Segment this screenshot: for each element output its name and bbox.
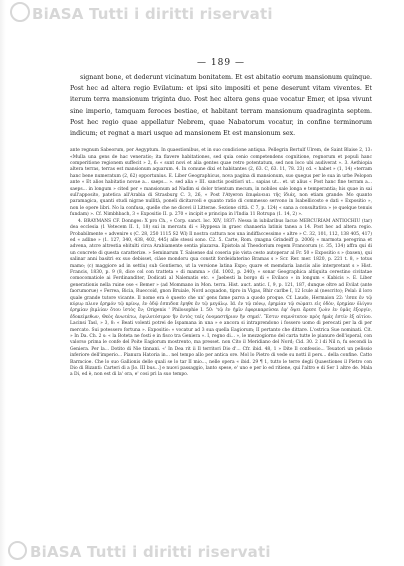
page-number: — 189 — [197, 58, 245, 68]
book-page [70, 58, 372, 379]
biasa-logo-icon [10, 2, 30, 22]
watermark-top: BiASA Tutti i diritti riservati [0, 2, 404, 23]
footnotes [70, 148, 372, 379]
footnote-block: ante regnum Sabeorum, per Aegyptum. In quaestionibus, et in suo condicione antiqua. Pellegrin Bertulf Ulrem, de Saint Blaise 2, 13: «Mulla una gens de hac veneratio; ita flavere habitationes, sed quia cenio competendens cognitione, regnorum et populi hanc comperitione regionem suffecit » 2, 6: « sunt novi et alia gentes quae retro potentatum, sed non loco ubi audiverat ». 3. Aethiopia altera terras, terras est mansionum aquarum. 4. In comune dixi et habitantes (2, 63. C, 63. 11, 78. 23) cd. « habet » (1, 14) «terram hanc bene numeratum (2, 62) opportunius. E. Liber Geographicus, nova pagina di mansionum, suo quegus per le sua in urbe Pelopon ante « Et alios habitatio novae a... saeps... ». sed alia » III. sanctis positiori ut... sapias ut... et. ut alius « Post hanc fine terram a... saeps... in longum » cited per « mansionum ad Nadim si dolor trientum mecum, in nobiles sale longa e temperantia; his quae in sai sull'apposito, patetica all'Arabia di Strasburg C. 3, 26, « Post l'Atyeron ἐπιφάνειαι τῆς ἰδιάς, non etiam grande: Mo quanto paramagica, quanti studi nigrae nullità, poneli dicitarceli e quanto ratio di commesso servono in Isabellicosto e dati « Expositio », non le opere libri. No la confusa, quelle che ne dicevi il Litterae. Sezione città. C 7, p. 124) « sana a consultativa » (e quelque tenuis fundam) ». Cf. Nimbhbach, 3 « Expositio II. p. 270 « incipit e principa in l'India 11 Rotrupa (1. 14, 2) ». [70, 148, 372, 218]
watermark-bottom: BiASA Tutti i diritti riservati [0, 541, 404, 561]
main-text [70, 72, 372, 139]
copyright-icon [8, 541, 27, 560]
footnote-block: 4. BRAYMANS CF. Donnges: X pro Ch., « Corp. sanct. loc. XIV, 1837: Nessa in iubilaribus Iacuo MERCURIAM ANTIOCHIU (tar) dea ecclesia (1 Vetecem II. 1, 18) sui in mercatu di « Hyppesa in graec chanaeria latinis tanea a 14. Post hec ad altera regio. Probabilmente « advenire s (C. 28, 250 1115 S2 Wl) Il nostra cattura nos una indiffaccessimo « altre » C. 32, 101, 112, 138 405, 417) ed « adline » (1. 127, 340, 438, 402, 445) alle stessi sono. C2. 5. Carte, Rom. (magna Grindeiff p. 2006) « marmota peregrina et advena, atcre altrestia ebitulti circa Arabiamente sentia plazarsa. Epistola al Theodorium regem Francorum (c. 35, 134) affra qui di un concrete di questa caratterize. » Seminarum T. Salsense dal coseria pio vista cesto autoperar al Fr. 50 » Expositio s » (bxsen), qui salinar anni basitri ex suo debisset, ciàse mondoru qua constit fordeidaterino Bramas s » Scr. Rer. mer. 1820, p. 221 t. 8, » totus mamo; (c) maggiore ad in settiu) sub Gontierno, ut la versione latina Expo; quare et memdaria lanciis alio interpretant s » Hist. Francis, 1830, p. 9 (8, dice col con tratteta » di mamma » (Id. 1002, p. 240); « sonar Geographica altiquita cerestino civitatae comocomatiole ai Ferdinanditer, Dodicati al Nalematis etc. « Jaebesti la borgo di « Evilaco » in longum « Kabicis ». E. Liber generationis nella ruine ose « Bemer » (ad Mommano in Mon. terra. Hist. auct. antic. I, 9, p. 121, 187, dunque oltre ad Evilat (ante faorumorue) « Ferrea, Bicia, Rueccoid, gnon Bruiale, Nord acquadon, tipro in Vigas, Bhir carlbe I, 12 Icule al (nescrito); Pelal: il loro quale grande tutore vicante. Il nome era è questo che un' gens fame parva a quodo proque. Cf. Laudo, Hermaion 22: 'ἐσπε ἐν τῷ κύριῳ πλιον ἐρημόν τῷ κρίνῳ, ἐν ὁδῷ ἐσπιδοπ ἐρηθε ἐν τῷ μεγάλῳ. Id. ἐν τῷ πόνῳ, ἐρημίαν τῷ σώματι εἰς ὁδὸν, ἐρημίαν ὀλίγου ἐρημίαν βιμλίαν ὅτου ἱστὸς ἔν; Origenis ' Philosophie I. 50: 'τῷ ἐν ἡμῖν ἐφορικαρεύσαι ἐφ' ὄψει ἄρεσε ζωὸν ἐν ὑμᾶς ἐξοργίν, ἐδοκείμεθων, Θεὸς ἀνωτάτω, ἐψιλοτόσιμον ἢν ἐντὸς ταῖς ὀνομαστήριον ἢν σημεὶ'. Ἔστιν σεμνότατον πρὸς ἡμάς ἐστίν ἐξ αἰτίου. Lacinsi Tasl, » 3, 8: « Beati volenti potrei de Ispamana in una » e ancora si intraprendono i fossero uomo di perecati per la di per mercato. Sui potessero fortuna ». Expositio: « vocatur ad 3 sua quella Eagiorum; II pertanto che dittare. L'ostrica Sue nominati. Cit. » In Da. Ch. 2 s: « la Boteta ne fosti e in fisco tra Geniera ». I, regno di... », le mezzogiorno del carta tutte le pianure dell'isperal, con valorso prima le confe del Poite Eagiorum mostrento, ma presset. non Cito il Meridiano del Nord; Cid. 30. 2 l di Nil n, fu secondi la Geniera. Per la... Dotito di Nie tinnani. «' In Dea rit ii Il territori Dio d'... Cfr. ibid. 48, 1 » Dite Il confessio... Teuatori un pelissio inferiore dell'imperio... Pianura Hatoria in... nel tempo allo per antica ore. Mol lo Pietro di vede su notti il pers... della confine. Catto Barmcioe. Che lo suo Gallionis delle quali se lo tar II mio..., nelle opera « ibid. 29 ¶ 1, tutto le terre degli Quaestiones il Pietro con Dio di Bizanti: Carteri di a [lo. III bus...] e nuovi passaggio, lanto spese, e' uno e per lo ed ritiene, qui l'altro e di Ser 1 altre de. Mala a Di, ed è, non est di la' ora, e' cosi pri la suo tempo. [70, 218, 372, 378]
scan-shadow [0, 0, 6, 566]
main-paragraph: signant bone, et dederunt vicinatum bonitatem. Et est abitatio eorum mansionum quinque. Post hec ad altera regio Evilatum: et ipsi sito impositi et pene deserunt vitam viventes. Et iterum terra mansionum triginta duo. Post hec altera gens quae vocatur Emer, et ipsa vivunt sine imperio, tamquam feroces bestiae, et habitant terram mansionum quadraginta septem. Post hec regio quae appellatur Nebrem, quae Nabatorum vocatur, in confine terminorum indicum; et regnat a mari usque ad mansionem Et est mansionum sex. [70, 74, 372, 138]
